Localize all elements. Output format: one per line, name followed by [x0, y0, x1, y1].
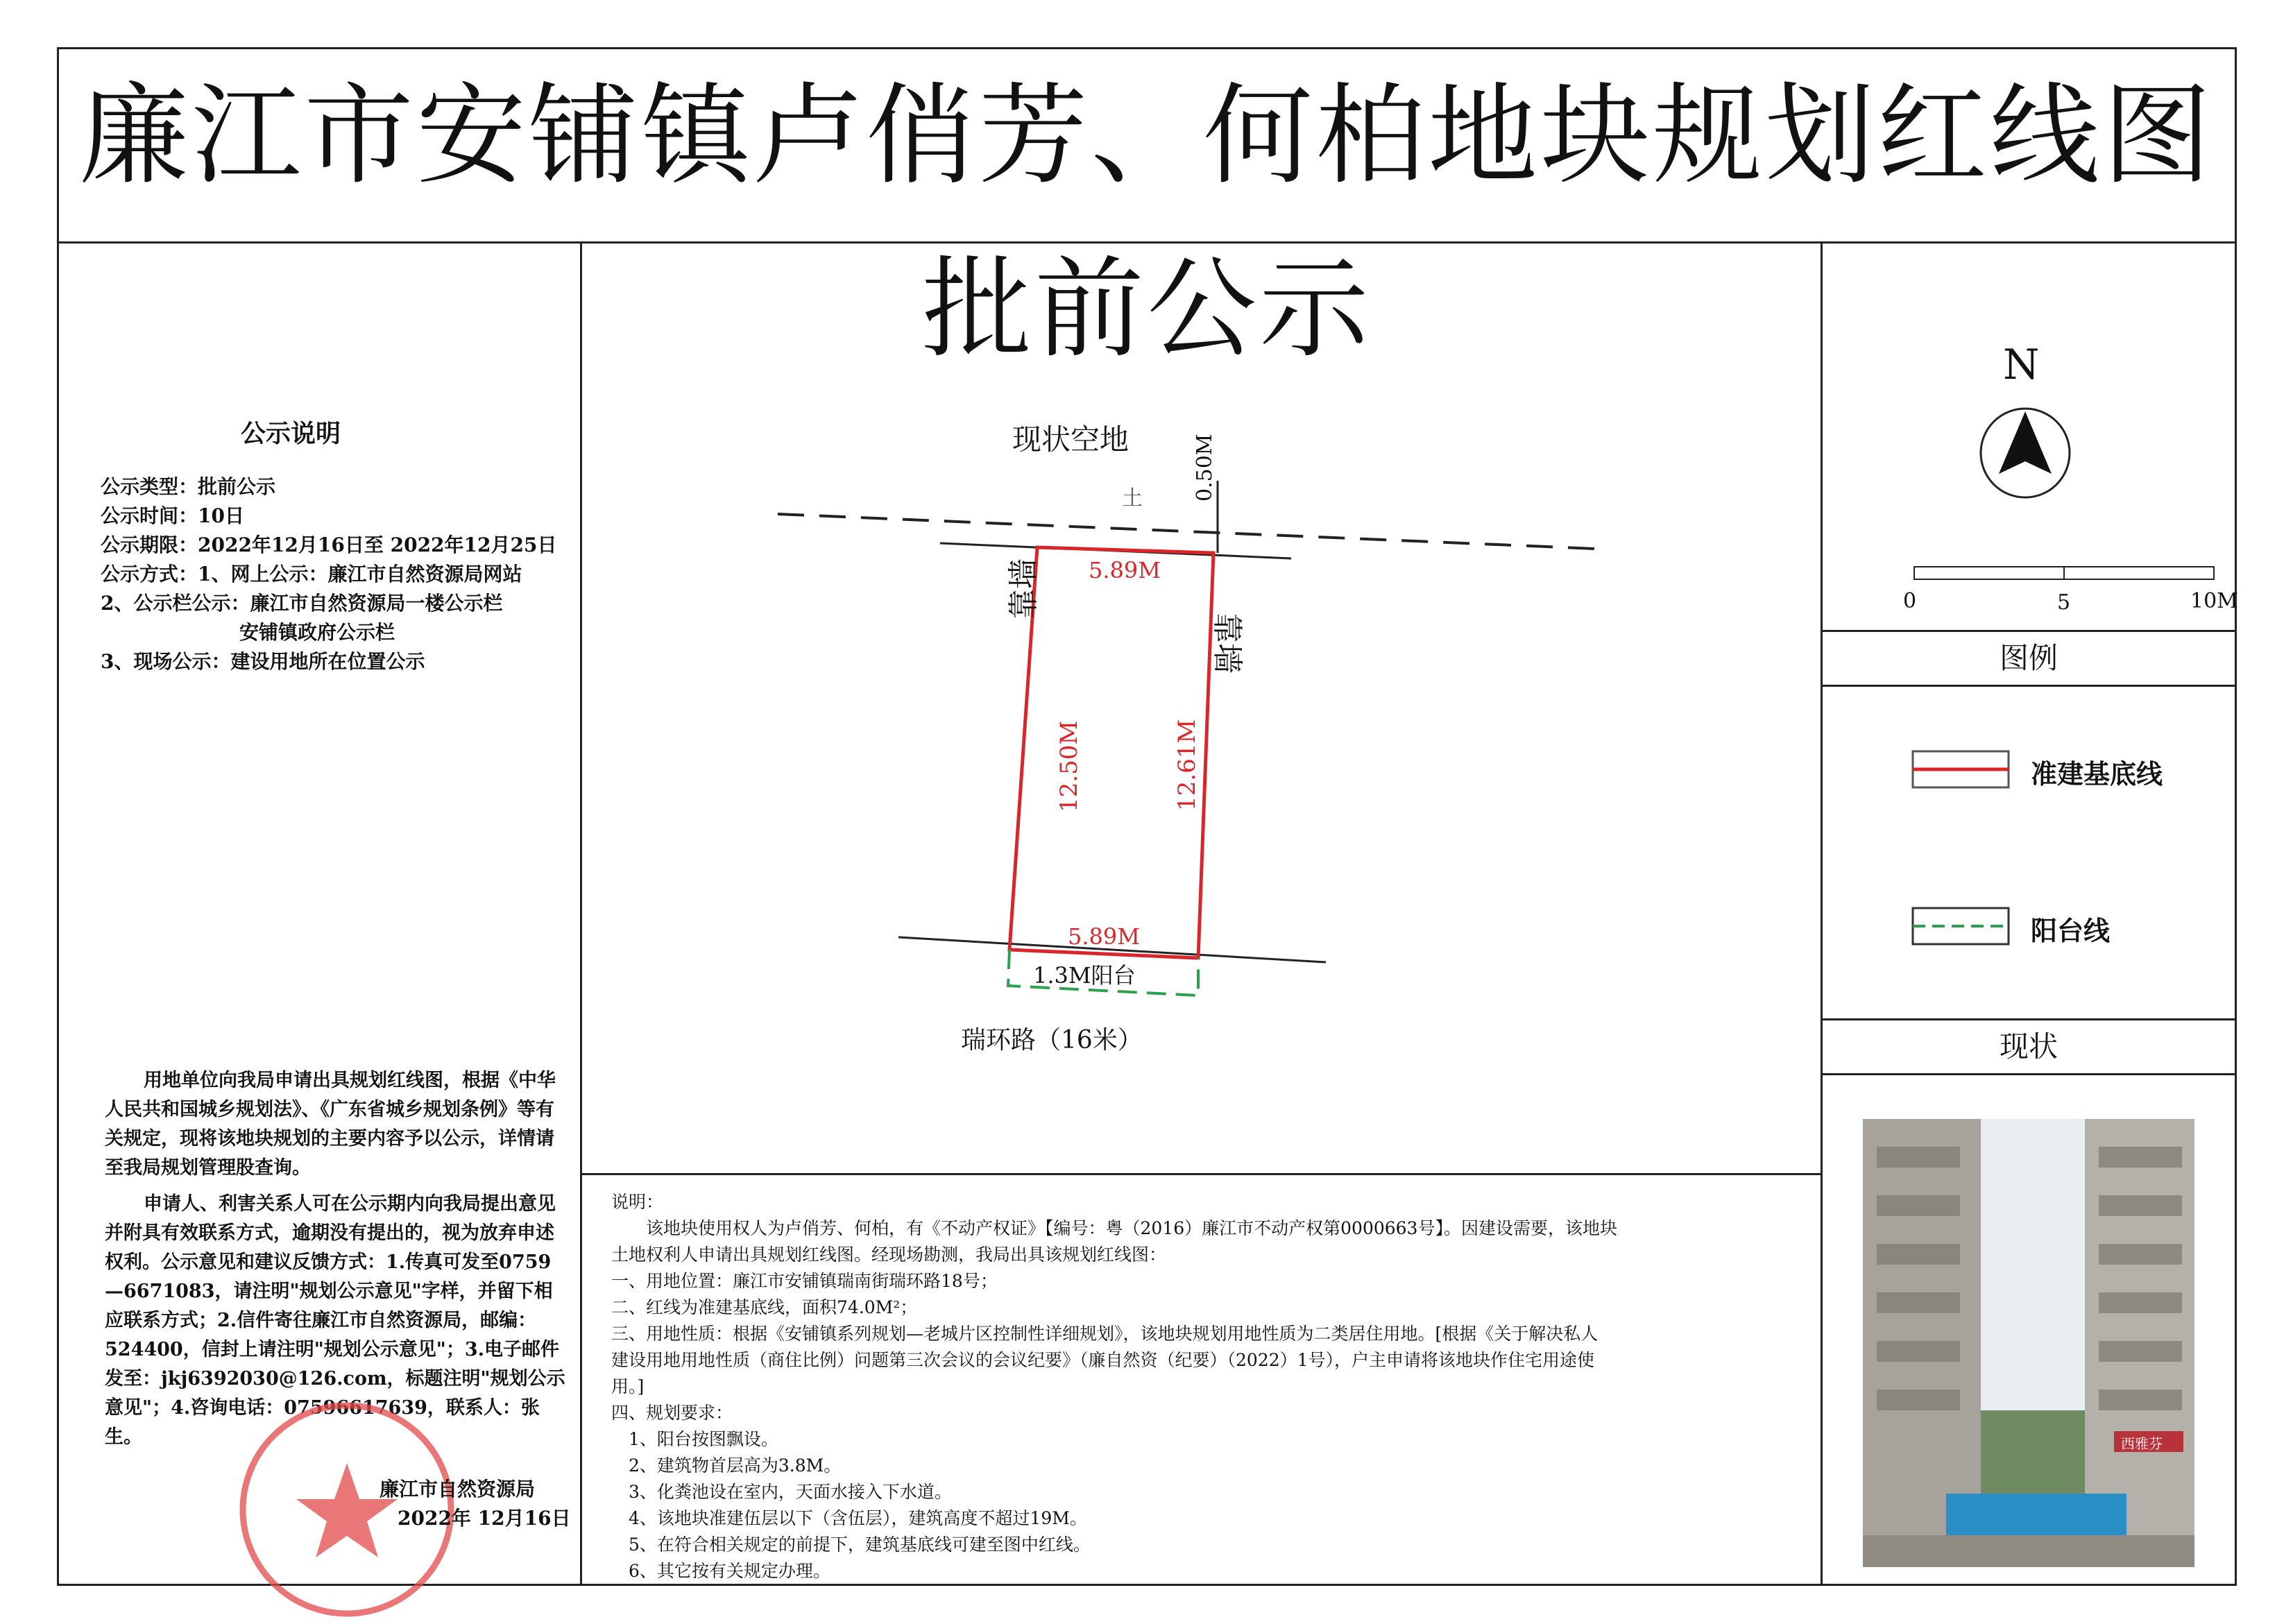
notice-lines — [101, 472, 572, 676]
balcony-legend-swatch — [1911, 907, 2010, 946]
status-heading: 现状 — [1823, 1020, 2235, 1075]
redline-drawing — [582, 243, 1823, 1173]
plan-panel — [582, 243, 1823, 1584]
description-text — [611, 1189, 1805, 1584]
description-line: 6、其它按有关规定办理。 — [611, 1561, 830, 1581]
description-line: 用。] — [611, 1376, 645, 1396]
right-length-label: 12.61M — [1173, 719, 1201, 811]
scale-bar — [1913, 563, 2218, 590]
notice-line: 公示类型：批前公示 — [101, 475, 276, 498]
soil-label: 土 — [1122, 486, 1143, 511]
north-land-label: 现状空地 — [1012, 422, 1130, 456]
north-label: N — [2003, 341, 2040, 389]
balcony-legend-label: 阳台线 — [2031, 916, 2111, 946]
description-line: 建设用地用地性质（商住比例）问题第三次会议的会议纪要》（廉自然资（纪要）（2022）1号），户主申请将该地块作住宅用途使 — [611, 1350, 1595, 1370]
setback-label: 0.50M — [1193, 434, 1217, 502]
notice-panel — [59, 243, 582, 1584]
north-arrow-icon — [1977, 404, 2074, 502]
notice-paragraph-feedback: 申请人、利害关系人可在公示期内向我局提出意见并附具有效联系方式，逾期没有提出的，视为放弃申述权利。公示意见和建议反馈方式：1.传真可发至0759—6671083，请注明"规划公示意见"字样，并留下相应联系方式；2.信件寄往廉江市自然资源局，邮编：524400，信封上请注明"规划公示意见"；3.电子邮件发至：jkj6392030@126.com，标题注明"规划公示意见"；4.咨询电话：07596617639，联系人：张生。 — [105, 1193, 565, 1448]
description-line: 一、用地位置：廉江市安铺镇瑞南街瑞环路18号； — [611, 1271, 998, 1291]
legend-section — [1823, 632, 2235, 1020]
site-photo-illustration — [1863, 1119, 2194, 1567]
description-line: 5、在符合相关规定的前提下，建筑基底线可建至图中红线。 — [611, 1535, 1091, 1555]
description-line: 1、阳台按图飘设。 — [611, 1429, 778, 1449]
issue-date: 2022年 12月16日 — [398, 1507, 571, 1530]
notice-heading: 公示说明 — [241, 420, 341, 448]
notice-line: 3、现场公示：建设用地所在位置公示 — [101, 650, 425, 673]
description-line: 四、规划要求： — [611, 1403, 733, 1423]
redline-plan — [582, 243, 1823, 1173]
compass-section — [1823, 243, 2238, 632]
document-frame — [57, 47, 2237, 1586]
bottom-width-label: 5.89M — [1068, 923, 1141, 950]
side-panel — [1823, 243, 2238, 1584]
notice-line: 公示期限：2022年12月16日至 2022年12月25日 — [101, 533, 557, 556]
redline-legend-label: 准建基底线 — [2031, 759, 2163, 789]
notice-line: 2、公示栏公示：廉江市自然资源局一楼公示栏 — [101, 592, 503, 615]
description-line: 2、建筑物首层高为3.8M。 — [611, 1455, 842, 1476]
legend-heading: 图例 — [1823, 632, 2235, 687]
page-title: 廉江市安铺镇卢俏芳、何柏地块规划红线图批前公示 — [59, 49, 2235, 243]
redline-legend-swatch — [1911, 750, 2010, 789]
notice-line: 公示方式：1、网上公示：廉江市自然资源局网站 — [101, 563, 522, 586]
scale-tick-0: 0 — [1903, 589, 1917, 613]
reference-dashed-line — [778, 514, 1595, 549]
description-line: 3、化粪池设在室内，天面水接入下水道。 — [611, 1482, 952, 1502]
issuing-organization: 廉江市自然资源局 — [380, 1478, 536, 1501]
road-label: 瑞环路（16米） — [961, 1026, 1143, 1054]
notice-paragraph-basis: 用地单位向我局申请出具规划红线图，根据《中华人民共和国城乡规划法》、《广东省城乡规划条例》等有关规定，现将该地块规划的主要内容予以公示，详情请至我局规划管理股查询。 — [105, 1070, 556, 1179]
notice-line: 公示时间：10日 — [101, 504, 244, 527]
description-line: 二、红线为准建基底线，面积74.0M²； — [611, 1297, 918, 1317]
right-wall-label: 靠墙 — [1209, 613, 1245, 674]
shop-sign: 西雅芬 — [2121, 1435, 2163, 1452]
balcony-label: 1.3M阳台 — [1033, 962, 1136, 989]
left-wall-label: 靠墙 — [1006, 558, 1041, 619]
scale-tick-10: 10M — [2190, 589, 2238, 613]
description-line: 4、该地块准建伍层以下（含伍层），建筑高度不超过19M。 — [611, 1508, 1087, 1528]
description-line: 说明： — [611, 1192, 664, 1212]
scale-tick-5: 5 — [2057, 590, 2071, 615]
description-line: 该地块使用权人为卢俏芳、何柏，有《不动产权证》【编号：粤（2016）廉江市不动产权第0000663号】。因建设需要，该地块 — [611, 1218, 1617, 1238]
description-line: 三、用地性质：根据《安铺镇系列规划—老城片区控制性详细规划》，该地块规划用地性质为二类居住用地。[根据《关于解决私人 — [611, 1324, 1599, 1344]
description-box — [582, 1173, 1821, 1584]
notice-line: 安铺镇政府公示栏 — [239, 621, 395, 644]
top-width-label: 5.89M — [1089, 557, 1161, 583]
description-line: 土地权利人申请出具规划红线图。经现场勘测，我局出具该规划红线图： — [611, 1245, 1167, 1265]
left-length-label: 12.50M — [1055, 720, 1083, 812]
site-photo — [1863, 1119, 2194, 1567]
